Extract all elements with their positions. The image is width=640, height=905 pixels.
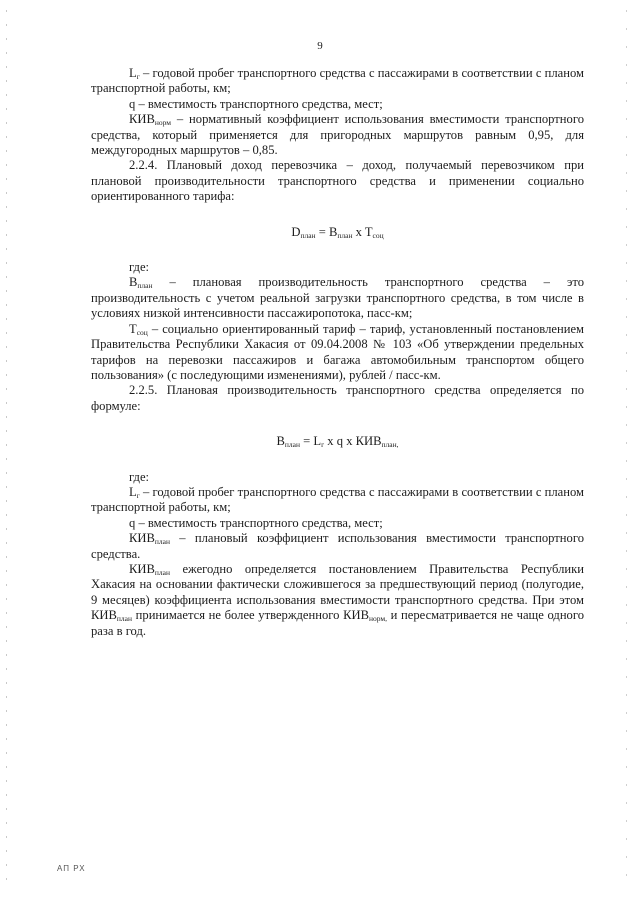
symbol-subscript: г <box>136 72 140 81</box>
symbol: B <box>129 275 138 290</box>
definition-text: – плановая производительность транспортного средства – это производительность с учетом реальной загрузки транспортного средства, в том числе в условиях низкой интенсивности пассажиропотока, пасс-км; <box>91 275 584 321</box>
formula-subscript: соц <box>372 230 384 240</box>
formula-subscript: план <box>284 440 300 450</box>
definition-b-plan <box>91 275 584 321</box>
rule-text: ежегодно определяется постановлением Правительства Республики Хакасия на основании фактически сложившегося за предшествующий период (полугодие, 9 месяцев) коэффициента использования вместимости транспортного средства. При этом КИВ <box>91 561 584 623</box>
symbol-subscript: план <box>137 281 153 291</box>
rule-text: принимается не более утвержденного КИВ <box>132 608 369 623</box>
definition-kiv-plan <box>91 531 584 562</box>
definition-text: – нормативный коэффициент использования вместимости транспортного средства, который применяется для пригородных маршрутов равным 0,95, для междугородных маршрутов – 0,85. <box>91 112 584 158</box>
formula-subscript: план <box>337 230 353 240</box>
symbol: КИВ <box>129 531 155 546</box>
definition-t-soc <box>91 322 584 384</box>
symbol-subscript: соц <box>136 327 148 337</box>
document-body <box>91 66 584 639</box>
formula-subscript: план <box>300 230 316 240</box>
formula-symbol: = L <box>299 434 322 449</box>
page-number: 9 <box>317 40 323 52</box>
definition-lg <box>91 485 584 516</box>
section-2-2-5: 2.2.5. Плановая производительность транспортного средства определяется по формуле: <box>91 383 584 413</box>
formula-planned-productivity <box>91 434 584 449</box>
formula-symbol: B <box>276 434 285 449</box>
symbol-subscript: норм <box>154 118 172 128</box>
definition-lg <box>91 66 584 97</box>
symbol: КИВ <box>129 112 155 127</box>
where-label: где: <box>129 260 150 275</box>
rule-text: и пересматривается не чаще одного раза в год. <box>91 608 585 638</box>
symbol-subscript: план <box>116 614 133 624</box>
scan-edge-left <box>6 10 7 890</box>
symbol: КИВ <box>129 561 155 576</box>
scan-edge-right <box>626 10 627 890</box>
definition-q: q – вместимость транспортного средства, мест; <box>129 96 383 111</box>
definition-text: – годовой пробег транспортного средства с пассажирами в соответствии с планом транспортной работы, км; <box>91 66 584 96</box>
formula-subscript: г <box>321 440 325 450</box>
symbol: T <box>129 321 137 336</box>
footer-code: АП РХ <box>57 864 86 873</box>
definition-q: q – вместимость транспортного средства, мест; <box>129 515 383 530</box>
formula-symbol: = B <box>315 224 338 239</box>
definition-text: – годовой пробег транспортного средства с пассажирами в соответствии с планом транспортной работы, км; <box>91 484 584 515</box>
definition-text: – социально ориентированный тариф – тариф, установленный постановлением Правительства Республики Хакасия от 09.04.2008 № 103 «Об утверждении предельных тарифов на перевозки пассажиров и багажа автомобильным транспортом общего пользования» (с последующими изменениями), рублей / пасс-км. <box>91 321 584 382</box>
kiv-plan-rule <box>91 562 584 639</box>
symbol: L <box>129 66 137 80</box>
formula-symbol: D <box>291 224 301 239</box>
symbol-subscript: норм, <box>369 614 388 624</box>
definition-kiv-norm <box>91 112 584 158</box>
formula-symbol: x q x КИВ <box>324 434 382 449</box>
symbol-subscript: план <box>154 567 171 577</box>
section-2-2-4: 2.2.4. Плановый доход перевозчика – доход, получаемый перевозчиком при плановой производительности транспортного средства и применении социально ориентированного тарифа: <box>91 158 584 204</box>
formula-subscript: план, <box>381 440 399 450</box>
symbol: L <box>129 484 137 499</box>
symbol-subscript: план <box>154 537 171 547</box>
symbol-subscript: г <box>136 490 140 500</box>
formula-planned-income <box>91 225 584 240</box>
formula-symbol: x T <box>352 224 373 239</box>
where-label: где: <box>129 469 150 484</box>
definition-text: – плановый коэффициент использования вместимости транспортного средства. <box>91 531 584 561</box>
